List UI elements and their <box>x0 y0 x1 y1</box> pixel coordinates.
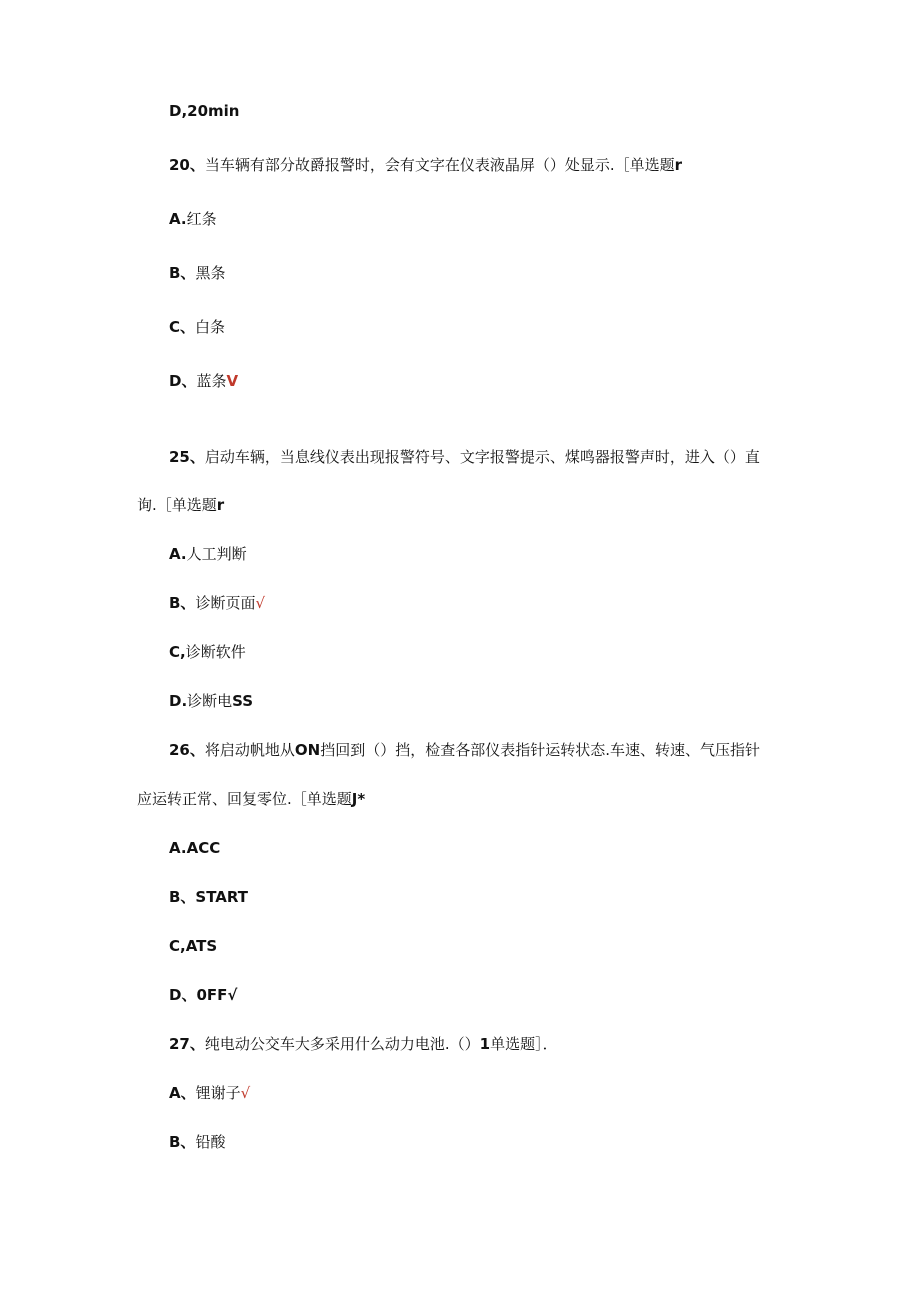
option-text: 诊断页面 <box>195 594 256 612</box>
option-b-q27 <box>169 1132 225 1152</box>
correct-mark: V <box>226 372 239 390</box>
question-text-rest: 挡回到（）挡，检查各部仪表指针运转状态.车速、转速、气压指针 <box>320 741 760 759</box>
option-c-q26 <box>169 936 217 956</box>
option-d-q25 <box>169 691 253 711</box>
option-c-q20 <box>169 317 225 337</box>
option-label: B、 <box>169 1133 196 1151</box>
option-text: 人工判断 <box>186 545 247 563</box>
question-number: 20、 <box>169 156 205 174</box>
option-text: A.ACC <box>169 839 221 857</box>
question-text-tail: r <box>674 156 683 174</box>
correct-mark: √ <box>255 594 266 612</box>
option-text: D、0FF <box>169 986 228 1004</box>
question-text-tail: r <box>216 496 225 514</box>
option-label: A. <box>169 210 187 228</box>
option-d-q26 <box>169 985 237 1005</box>
correct-mark: √ <box>240 1084 251 1102</box>
question-text: 纯电动公交车大多采用什么动力电池.（） <box>204 1035 480 1053</box>
option-text: 蓝条 <box>196 372 227 390</box>
question-26-continued <box>137 789 365 809</box>
option-d-q19 <box>169 101 239 121</box>
option-text: B、START <box>169 888 249 906</box>
option-a-q27 <box>169 1083 250 1103</box>
option-label: D. <box>169 692 188 710</box>
option-label: D、 <box>169 372 197 390</box>
option-label: A、 <box>169 1084 196 1102</box>
option-b-q26 <box>169 887 248 907</box>
option-text: 黑条 <box>195 264 226 282</box>
question-number: 27、 <box>169 1035 205 1053</box>
option-label: B、 <box>169 264 196 282</box>
option-label: C、 <box>169 318 196 336</box>
option-text: C,ATS <box>169 937 218 955</box>
question-text: 询.［单选题 <box>137 496 217 514</box>
option-label: A. <box>169 545 187 563</box>
option-c-q25 <box>169 642 246 662</box>
option-b-q20 <box>169 263 225 283</box>
option-text: 红条 <box>186 210 217 228</box>
question-number: 26、 <box>169 741 205 759</box>
option-text: 诊断软件 <box>185 643 246 661</box>
question-text: 将启动帆地从 <box>204 741 295 759</box>
question-text-rest: 单选题］． <box>490 1035 558 1053</box>
question-25 <box>169 447 760 467</box>
question-number: 25、 <box>169 448 205 466</box>
question-25-continued <box>137 495 224 515</box>
question-26 <box>169 740 760 760</box>
option-text: D,20min <box>169 102 240 120</box>
question-text-tail: J* <box>351 790 366 808</box>
correct-mark: √ <box>227 986 238 1004</box>
question-text: 应运转正常、回复零位.［单选题 <box>137 790 352 808</box>
option-text: 锂谢子 <box>195 1084 241 1102</box>
question-27 <box>169 1034 558 1054</box>
option-d-q20 <box>169 371 238 391</box>
option-a-q20 <box>169 209 217 229</box>
question-text-bold: ON <box>294 741 321 759</box>
option-label: B、 <box>169 594 196 612</box>
option-text: 铅酸 <box>195 1133 226 1151</box>
question-text: 启动车辆，当息线仪表出现报警符号、文字报警提示、煤鸣器报警声时，进入（）直 <box>204 448 760 466</box>
option-a-q25 <box>169 544 247 564</box>
question-text: 当车辆有部分故爵报警时，会有文字在仪表液晶屏（）处显示.［单选题 <box>204 156 675 174</box>
option-text-tail: SS <box>232 692 254 710</box>
question-text-bold: 1 <box>479 1035 491 1053</box>
option-b-q25 <box>169 593 265 613</box>
question-20 <box>169 155 682 175</box>
option-a-q26 <box>169 838 220 858</box>
option-text: 诊断电 <box>187 692 233 710</box>
option-label: C, <box>169 643 186 661</box>
option-text: 白条 <box>195 318 226 336</box>
